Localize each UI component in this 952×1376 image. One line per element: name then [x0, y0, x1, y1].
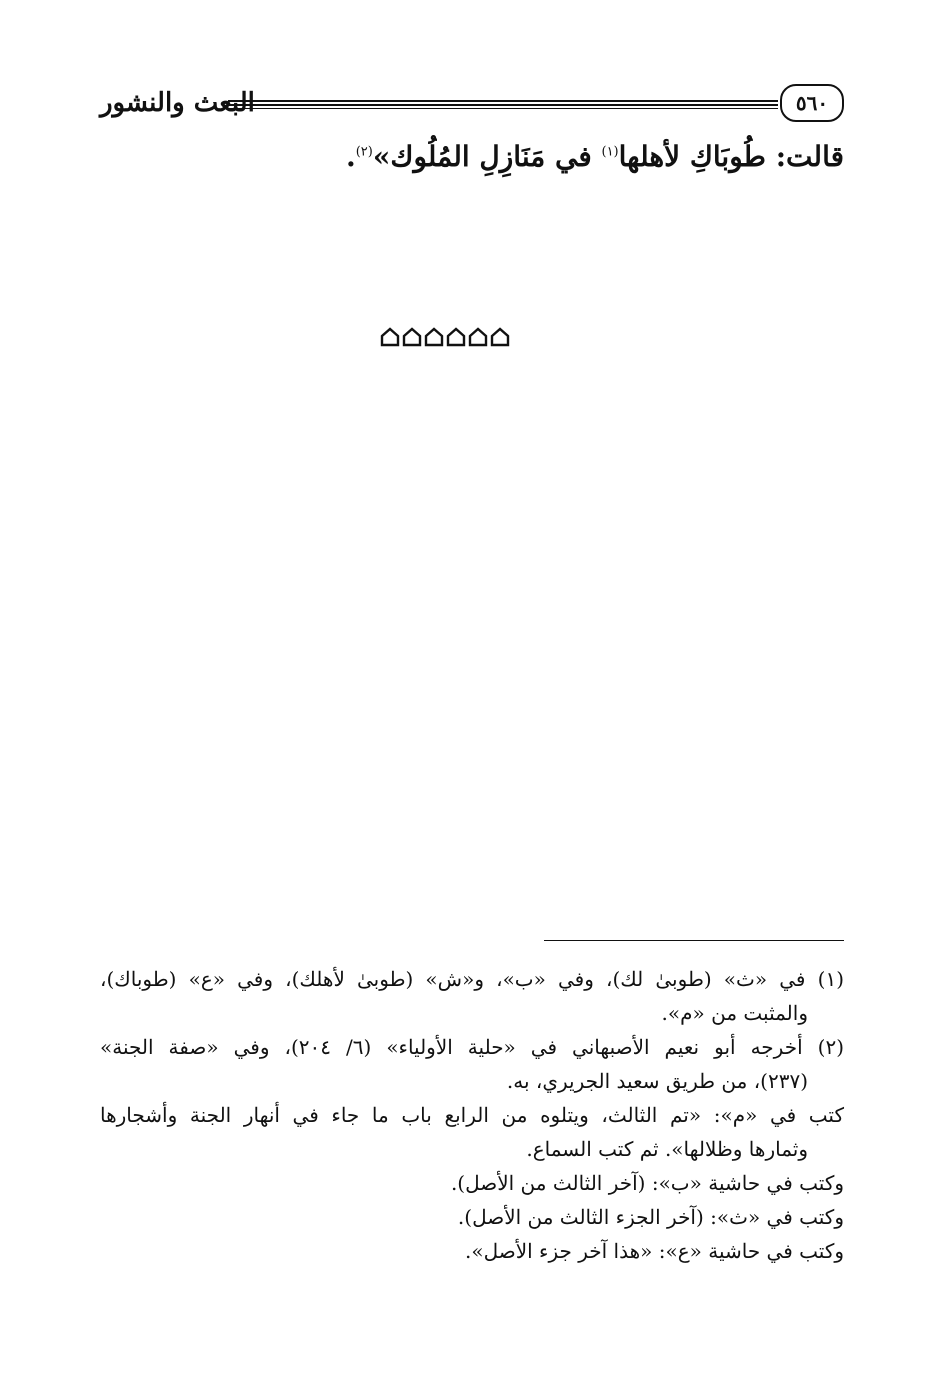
- main-text-part: في مَنَازِلِ المُلُوك»: [372, 140, 602, 173]
- footnote-line: (٢) أخرجه أبو نعيم الأصبهاني في «حلية الأولياء» (٦/ ٢٠٤)، وفي «صفة الجنة»: [100, 1035, 844, 1059]
- page-number-text: ٥٦٠: [795, 91, 829, 115]
- footnote-line: وثمارها وظلالها». ثم كتب السماع.: [526, 1137, 808, 1161]
- footnote-line: وكتب في حاشية «ب»: (آخر الثالث من الأصل).: [450, 1171, 844, 1195]
- footnote-line: كتب في «م»: «تم الثالث، ويتلوه من الرابع باب ما جاء في أنهار الجنة وأشجارها: [100, 1103, 844, 1127]
- ornament-mark-icon: [490, 327, 510, 347]
- footnote-line: والمثبت من «م».: [661, 1001, 808, 1025]
- footnote-2: [100, 1030, 844, 1098]
- colophon-note: [100, 1200, 844, 1234]
- ornament-mark-icon: [424, 327, 444, 347]
- page-number: [780, 84, 844, 122]
- main-text: [346, 140, 844, 173]
- colophon-note: [100, 1166, 844, 1200]
- header-rule: [228, 100, 778, 102]
- running-title: البعث والنشور: [100, 88, 255, 118]
- main-text-part: قالت: طُوبَاكِ لأهلها: [618, 140, 844, 173]
- ornament-mark-icon: [402, 327, 422, 347]
- footnotes: [100, 962, 844, 1268]
- page-header: [96, 80, 844, 126]
- footnote-line: (٢٣٧)، من طريق سعيد الجريري، به.: [506, 1069, 808, 1093]
- colophon-note: [100, 1234, 844, 1268]
- footnote-separator: [544, 940, 844, 941]
- section-end-ornament: [380, 327, 510, 347]
- footnote-marker: (٢): [355, 144, 373, 160]
- ornament-mark-icon: [446, 327, 466, 347]
- header-rule: [228, 108, 778, 109]
- footnote-line: وكتب في «ث»: (آخر الجزء الثالث من الأصل).: [457, 1205, 844, 1229]
- main-text-part: .: [345, 140, 356, 173]
- ornament-mark-icon: [380, 327, 400, 347]
- colophon-note: [100, 1098, 844, 1166]
- footnote-line: (١) في «ث» (طوبىٰ لك)، وفي «ب»، و«ش» (طوبىٰ لأهلك)، وفي «ع» (طوباك)،: [100, 967, 844, 991]
- footnote-line: وكتب في حاشية «ع»: «هذا آخر جزء الأصل».: [465, 1239, 844, 1263]
- header-rule: [228, 104, 778, 106]
- footnote-marker: (١): [601, 144, 619, 160]
- footnote-1: [100, 962, 844, 1030]
- ornament-mark-icon: [468, 327, 488, 347]
